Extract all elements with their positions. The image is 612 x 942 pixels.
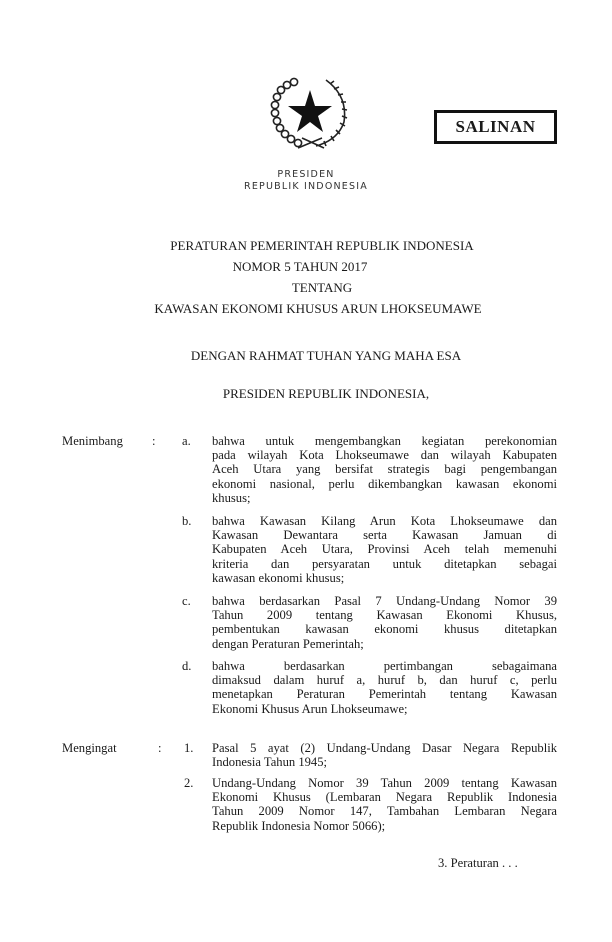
mengingat-label: Mengingat — [62, 741, 117, 755]
text-line: Tahun 2009 tentang Kawasan Ekonomi Khusus, — [212, 608, 557, 623]
item-marker: c. — [182, 594, 191, 608]
text-line: Ekonomi Khusus (Lembaran Negara Republik Indonesia — [212, 790, 557, 805]
regulation-about: TENTANG — [291, 280, 353, 295]
page-continuation: 3. Peraturan . . . — [438, 856, 518, 870]
salinan-label: SALINAN — [455, 117, 536, 136]
text-line: Undang-Undang Nomor 39 Tahun 2009 tentang Kawasan — [212, 776, 557, 790]
item-marker: a. — [182, 434, 191, 448]
regulation-subject: KAWASAN EKONOMI KHUSUS ARUN LHOKSEUMAWE — [154, 301, 482, 316]
item-marker: b. — [182, 514, 192, 528]
text-line: Indonesia Tahun 1945; — [212, 755, 328, 770]
item-marker: d. — [182, 659, 192, 673]
office-line-president: PRESIDEN — [277, 169, 335, 180]
text-line: Republik Indonesia Nomor 5066); — [212, 818, 386, 833]
menimbang-label: Menimbang — [62, 434, 123, 448]
regulation-title: PERATURAN PEMERINTAH REPUBLIK INDONESIA — [170, 238, 474, 253]
text-line: Kabupaten Aceh Utara, Provinsi Aceh telah memenuhi — [212, 542, 557, 557]
text-line: ekonomi nasional, perlu dikembangkan kawasan ekonomi — [212, 476, 557, 491]
salinan-stamp — [434, 110, 557, 144]
regulation-number: NOMOR 5 TAHUN 2017 — [232, 259, 368, 274]
item-marker: 1. — [184, 741, 194, 755]
text-line: khusus; — [212, 490, 251, 505]
text-line: Ekonomi Khusus Arun Lhokseumawe; — [212, 701, 408, 716]
text-line: dimaksud dalam huruf a, huruf b, dan huruf c, perlu — [212, 673, 557, 688]
text-line: dengan Peraturan Pemerintah; — [212, 636, 364, 651]
text-line: Kawasan Dewantara serta Kawasan Jamuan di — [212, 528, 557, 543]
text-line: kriteria dan persyaratan untuk ditetapkan sebagai — [212, 556, 557, 571]
text-line: Aceh Utara yang bersifat strategis bagi pengembangan — [212, 462, 557, 477]
text-line: menetapkan Peraturan Pemerintah tentang Kawasan — [212, 687, 557, 702]
preamble-blessing: DENGAN RAHMAT TUHAN YANG MAHA ESA — [190, 348, 462, 363]
text-line: Tahun 2009 Nomor 147, Tambahan Lembaran Negara — [212, 804, 557, 819]
text-line: kawasan ekonomi khusus; — [212, 570, 345, 585]
text-line: bahwa berdasarkan Pasal 7 Undang-Undang Nomor 39 — [212, 594, 557, 608]
text-line: Pasal 5 ayat (2) Undang-Undang Dasar Negara Republik — [212, 741, 557, 755]
menimbang-colon: : — [152, 434, 156, 448]
text-line: bahwa Kawasan Kilang Arun Kota Lhokseumawe dan — [212, 514, 557, 528]
garuda-star-emblem-icon — [268, 76, 352, 152]
item-marker: 2. — [184, 776, 194, 790]
text-line: bahwa berdasarkan pertimbangan sebagaimana — [212, 659, 557, 673]
preamble-authority: PRESIDEN REPUBLIK INDONESIA, — [222, 386, 430, 401]
mengingat-colon: : — [158, 741, 162, 755]
text-line: bahwa untuk mengembangkan kegiatan perekonomian — [212, 434, 557, 448]
text-line: pada wilayah Kota Lhokseumawe dan wilayah Kabupaten — [212, 448, 557, 463]
text-line: pembentukan kawasan ekonomi khusus ditetapkan — [212, 622, 557, 637]
office-line-republic: REPUBLIK INDONESIA — [244, 181, 368, 192]
